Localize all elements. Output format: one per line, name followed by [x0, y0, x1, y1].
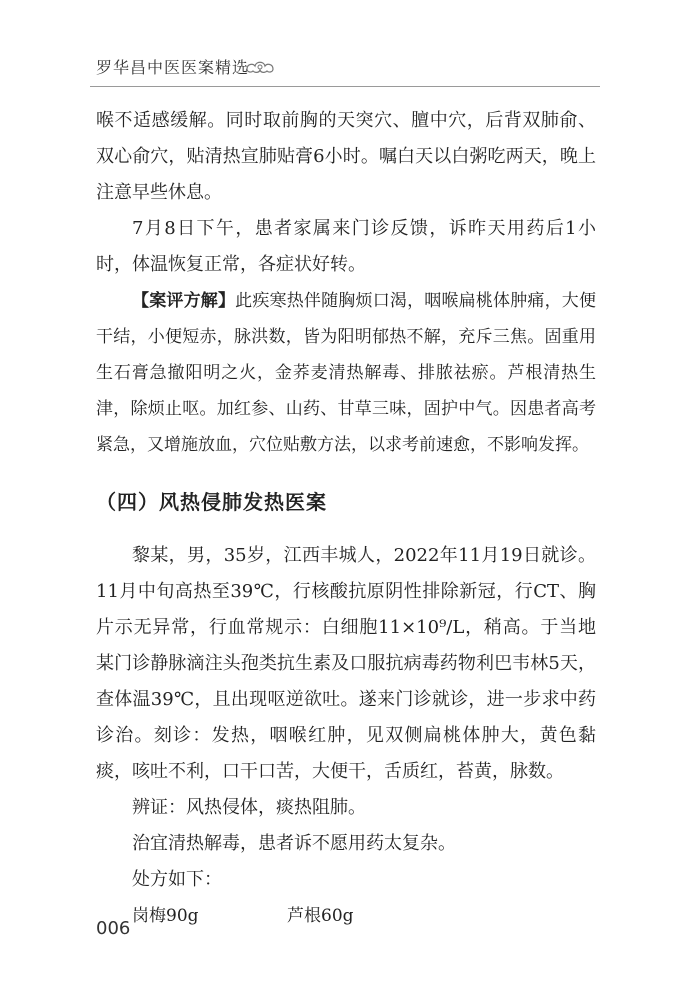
running-header: 罗华昌中医医案精选	[96, 58, 250, 77]
case-review-label: 【案评方解】	[132, 291, 236, 311]
prescription-list	[96, 898, 596, 934]
paragraph-continuation: 喉不适感缓解。同时取前胸的天突穴、膻中穴，后背双肺俞、双心俞穴，贴清热宣肺贴膏6小时。嘱白天以白粥吃两天，晚上注意早些休息。	[96, 110, 596, 203]
treatment-line: 治宜清热解毒，患者诉不愿用药太复杂。	[132, 833, 456, 854]
cloud-ornament-icon	[245, 58, 275, 74]
herb-item: 岗梅90g	[132, 906, 199, 926]
case-text-block	[96, 538, 596, 934]
page-number: 006	[96, 918, 131, 939]
case-description: 黎某，男，35岁，江西丰城人，2022年11月19日就诊。11月中旬高热至39℃，行核酸抗原阴性排除新冠，行CT、胸片示无异常，行血常规示：白细胞11×10⁹/L，稍高。于当地某门诊静脉滴注头孢类抗生素及口服抗病毒药物利巴韦林5天，查体温39℃，且出现呕逆欲吐。遂来门诊就诊，进一步求中药诊治。刻诊：发热，咽喉红肿，见双侧扁桃体肿大，黄色黏痰，咳吐不利，口干口苦，大便干，舌质红，苔黄，脉数。	[96, 545, 596, 782]
main-text-block	[96, 103, 596, 463]
case-review-text: 此疾寒热伴随胸烦口渴，咽喉扁桃体肿痛，大便干结，小便短赤，脉洪数，皆为阳明郁热不解，充斥三焦。固重用生石膏急撤阳明之火，金荞麦清热解毒、排脓祛瘀。芦根清热生津，除烦止呕。加红参、山药、甘草三味，固护中气。因患者高考紧急，又增施放血，穴位贴敷方法，以求考前速愈，不影响发挥。	[96, 291, 597, 455]
herb-item: 芦根60g	[287, 906, 354, 926]
paragraph-followup: 7月8日下午，患者家属来门诊反馈，诉昨天用药后1小时，体温恢复正常，各症状好转。	[96, 218, 596, 275]
prescription-intro: 处方如下：	[132, 869, 222, 890]
case-review-paragraph	[96, 283, 596, 463]
section-heading: （四）风热侵肺发热医案	[96, 490, 327, 514]
header-divider	[90, 86, 600, 87]
diagnosis-line: 辨证：风热侵体，痰热阻肺。	[132, 797, 366, 818]
